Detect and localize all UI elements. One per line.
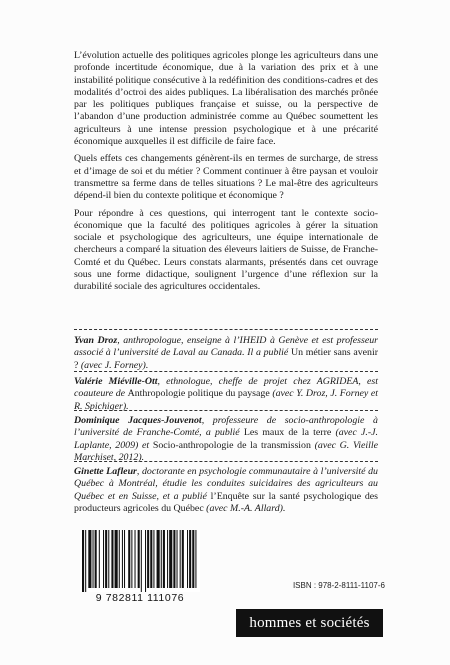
bio-name: Dominique Jacques-Jouvenot: [74, 415, 202, 426]
barcode-bar: [128, 530, 130, 588]
bio-name: Ginette Lafleur: [74, 466, 137, 477]
blurb: [74, 50, 378, 299]
bio-2: [74, 376, 378, 413]
barcode-bar: [95, 530, 97, 588]
barcode-bar: [93, 530, 94, 588]
separator-line: [74, 461, 378, 462]
barcode-bar: [124, 530, 125, 588]
barcode-bar: [82, 530, 84, 592]
barcode-bar: [163, 530, 165, 588]
bio-note: (avec Y. Droz, J. Forney et R. Spichiger).: [74, 388, 378, 412]
barcode-bar: [169, 530, 172, 588]
blurb-paragraph-2: Quels effets ces changements génèrent-ils en termes de surcharge, de stress et d’image de soi et du métier ? Comment continuer à être paysan et vouloir transmettre sa ferme dans de telles situations ? Le mal-être des agriculteurs dépend-il bien du contexte politique et économique ?: [74, 153, 378, 202]
separator-line: [74, 371, 378, 372]
bio-1: [74, 335, 378, 372]
barcode-bars: [80, 530, 200, 592]
barcode-bar: [177, 530, 178, 588]
bio-book-title: Anthropologie politique du paysage: [127, 388, 270, 400]
barcode-bar: [161, 530, 162, 588]
bio-4: [74, 466, 378, 515]
barcode-bar: [119, 530, 120, 588]
barcode-bar: [153, 530, 154, 588]
barcode-bar: [173, 530, 175, 588]
barcode-bar: [182, 530, 184, 588]
blurb-paragraph-3: Pour répondre à ces questions, qui interrogent tant le contexte socio-économique que la faculté des politiques agricoles à gérer la situation sociale et psychologique des agriculteurs, une équipe internationale de chercheurs a comparé la situation des éleveurs laitiers de Suisse, de Franche-Comté et du Québec. Leurs constats alarmants, présentés dans cet ouvrage sous une forme didactique, soulignent l’urgence d’une réflexion sur la durabilité sociale des agricultures occidentales.: [74, 207, 378, 293]
barcode-bar: [167, 530, 168, 588]
bio-desc: , doctorante en psychologie communautaire à l’université du Québec à Montréal, étudie les conduites suicidaires des agriculteurs au Québec et en Suisse, et a publié: [74, 466, 378, 502]
bio-book-title: Un métier sans avenir ?: [74, 347, 378, 371]
separator-line: [74, 410, 378, 411]
barcode-bar: [145, 530, 146, 592]
barcode-bar: [141, 530, 142, 592]
barcode-bar: [187, 530, 188, 588]
barcode: [80, 530, 200, 592]
barcode-bar: [122, 530, 123, 588]
bio-desc: , anthropologue, enseigne à l’IHEID à Genève et est professeur associé à l’université de Laval au Canada. Il a publié: [74, 335, 378, 359]
separator-line: [74, 329, 378, 330]
bio-note-2: (avec G. Vieille Marchiset, 2012).: [74, 439, 378, 463]
barcode-bar: [157, 530, 160, 588]
barcode-bar: [189, 530, 191, 588]
barcode-bar: [192, 530, 194, 588]
barcode-bar: [85, 530, 86, 592]
barcode-bar: [108, 530, 109, 588]
barcode-bar: [195, 530, 196, 588]
bio-note: (avec J. Forney).: [78, 359, 149, 371]
publisher-logo: hommes et sociétés: [236, 609, 383, 637]
barcode-bar: [105, 530, 107, 588]
barcode-bar: [111, 530, 113, 588]
blurb-paragraph-1: L’évolution actuelle des politiques agricoles plonge les agriculteurs dans une profonde incertitude économique, due à la variation des prix et à une instabilité politique consécutive à la redéfinition des conditions-cadres et des modalités d’octroi des aides publiques. La libéralisation des marchés prônée par les politiques publiques française et suisse, ou la perspective de l’abandon d’une production administrée comme au Québec soumettent les agriculteurs à une intense pression psychologique et à une précarité économique auxquelles il est difficile de faire face.: [74, 50, 378, 148]
isbn-label: ISBN : 978-2-8111-1107-6: [292, 581, 385, 590]
barcode-bar: [103, 530, 104, 588]
barcode-bar: [135, 530, 136, 588]
bio-note: (avec J.-J. Laplante, 2009) et: [74, 427, 378, 451]
bio-name: Valérie Miéville-Ott: [74, 376, 158, 387]
bio-book-title: Les maux de la terre: [243, 427, 332, 439]
bio-3: [74, 415, 378, 464]
bio-note: (avec M.-A. Allard).: [203, 502, 286, 514]
bio-book-title: l’Enquête sur la santé psychologique des producteurs agricoles du Québec: [74, 490, 378, 514]
bio-desc: , professeure de socio-anthropologie à l’université de Franche-Comté, a publié: [74, 415, 378, 439]
barcode-bar: [131, 530, 132, 588]
barcode-bar: [147, 530, 149, 588]
bio-name: Yvan Droz: [74, 335, 118, 346]
barcode-bar: [99, 530, 100, 588]
barcode-bar: [88, 530, 91, 588]
bio-book-title-2: Socio-anthropologie de la transmission: [152, 439, 311, 451]
barcode-bar: [115, 530, 118, 588]
barcode-bar: [150, 530, 152, 588]
barcode-bar: [180, 530, 181, 588]
barcode-bar: [138, 530, 140, 588]
barcode-digits: 9 782811 111076: [95, 592, 185, 604]
bio-desc: , ethnologue, cheffe de projet chez AGRIDEA, est coauteure de: [74, 376, 378, 400]
